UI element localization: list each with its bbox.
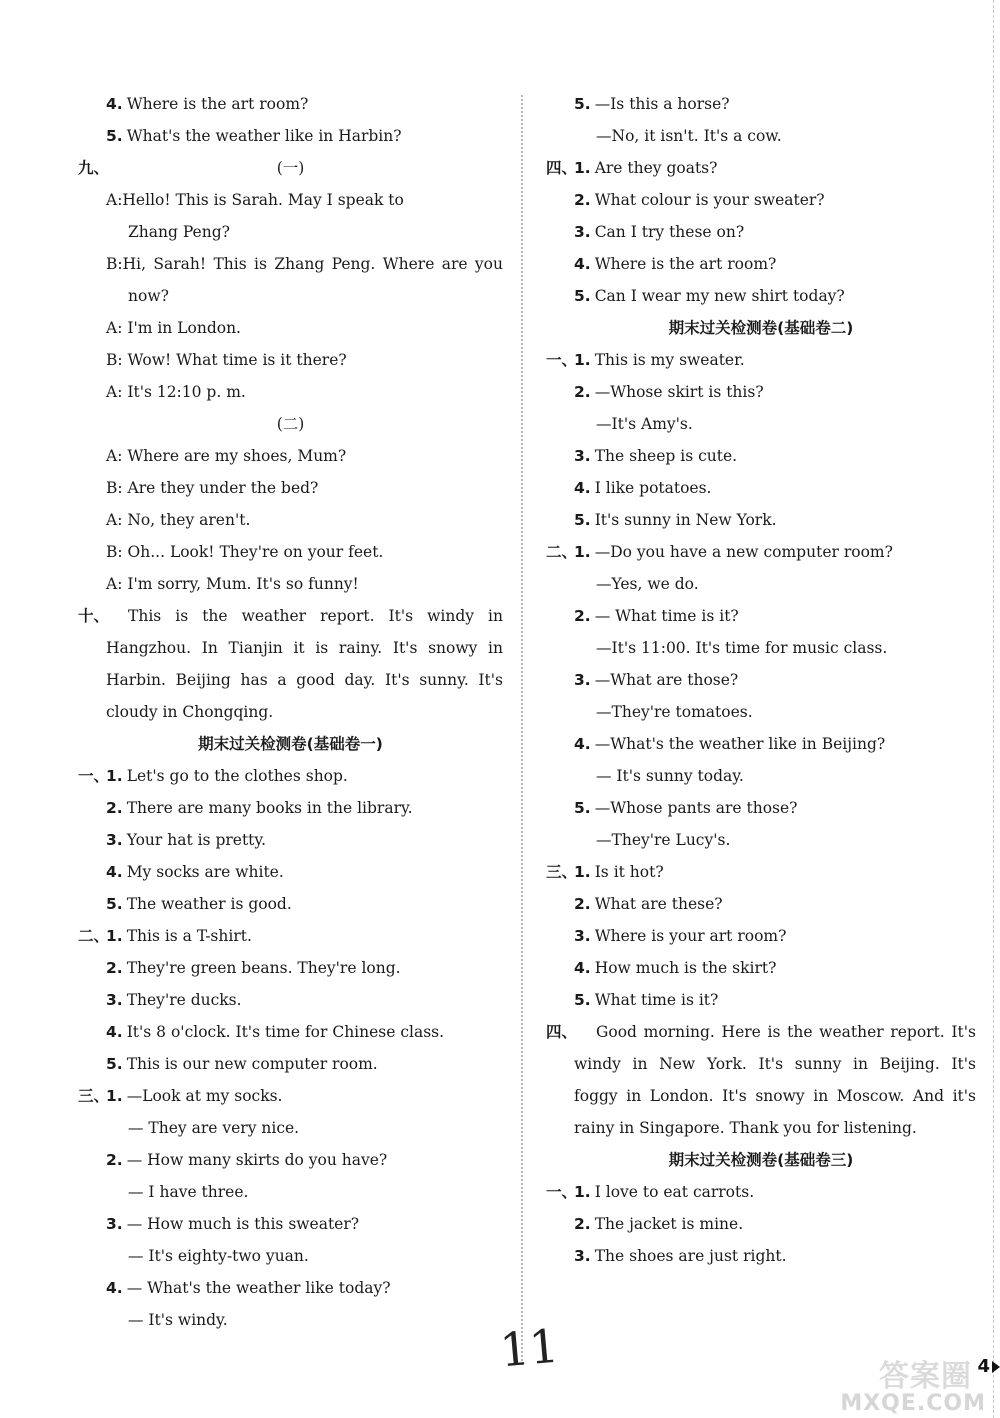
answer-text: Is it hot? [594,863,664,881]
item-number: 5. [574,511,591,529]
answer-line [78,344,503,376]
answer-text: rainy in Singapore. Thank you for listening. [574,1119,917,1137]
answer-line [78,792,503,824]
answer-text: There are many books in the library. [126,799,413,817]
item-number: 4. [106,1279,123,1297]
item-number: 5. [106,1055,123,1073]
answer-line [546,1176,976,1208]
answer-text: windy in New York. It's sunny in Beijing. It's [574,1055,976,1073]
item-number: 2. [106,799,123,817]
answer-text: —Yes, we do. [596,575,699,593]
section-marker: 三、 [78,1087,110,1105]
section-title: 期末过关检测卷(基础卷一) [198,735,383,753]
section-marker: 二、 [546,543,578,561]
answer-line [546,1048,976,1080]
answer-text: The sheep is cute. [594,447,738,465]
answer-line [546,952,976,984]
answer-line [546,120,976,152]
answer-text: How much is the skirt? [594,959,777,977]
answer-line [546,664,976,696]
answer-text: — How many skirts do you have? [126,1151,388,1169]
answer-text: Let's go to the clothes shop. [126,767,348,785]
answer-line [78,376,503,408]
item-number: 1. [574,863,591,881]
section-marker: 四、 [546,1023,578,1041]
answer-line [78,984,503,1016]
answer-text: —No, it isn't. It's a cow. [596,127,782,145]
answer-text: A: Where are my shoes, Mum? [106,447,347,465]
watermark-url: MXQE.COM [840,1391,986,1416]
answer-text: The weather is good. [126,895,292,913]
answer-text: — It's sunny today. [596,767,744,785]
item-number: 1. [574,543,591,561]
answer-text: foggy in London. It's snowy in Moscow. And it's [574,1087,976,1105]
answer-line [546,216,976,248]
answer-text: A: I'm in London. [106,319,241,337]
answer-text: —They're tomatoes. [596,703,753,721]
answer-line [78,1208,503,1240]
answer-line [546,1240,976,1272]
answer-line [78,248,503,280]
column-divider [521,95,523,1365]
answer-line [78,632,503,664]
item-number: 5. [106,895,123,913]
item-number: 3. [106,831,123,849]
answer-line [546,248,976,280]
answer-text: They're ducks. [126,991,242,1009]
answer-line [546,472,976,504]
answer-line [546,88,976,120]
item-number: 1. [574,159,591,177]
answer-text: —Is this a horse? [594,95,730,113]
answer-text: —Whose pants are those? [594,799,798,817]
answer-text: What time is it? [594,991,719,1009]
left-column [78,88,503,1336]
item-number: 4. [574,255,591,273]
item-number: 2. [574,1215,591,1233]
item-number: 3. [574,223,591,241]
right-column [546,88,976,1272]
answer-line [78,728,503,760]
answer-line [78,1080,503,1112]
answer-line [546,184,976,216]
answer-text: — I have three. [128,1183,249,1201]
answer-line [78,856,503,888]
answer-line [78,440,503,472]
item-number: 3. [106,1215,123,1233]
answer-text: Zhang Peng? [128,223,230,241]
item-number: 2. [574,383,591,401]
answer-text: This is the weather report. It's windy in [128,607,503,625]
answer-line [78,504,503,536]
answer-text: cloudy in Chongqing. [106,703,274,721]
item-number: 2. [106,1151,123,1169]
answer-text: They're green beans. They're long. [126,959,401,977]
item-number: 4. [574,479,591,497]
page-corner-mark: 4 [977,1356,1000,1377]
section-title: 期末过关检测卷(基础卷三) [668,1151,854,1169]
answer-line [546,568,976,600]
answer-line [78,696,503,728]
answer-text: (一) [276,159,305,177]
answer-text: B: Are they under the bed? [106,479,319,497]
answer-text: Can I try these on? [594,223,745,241]
answer-text: It's 8 o'clock. It's time for Chinese class. [126,1023,445,1041]
answer-line [546,280,976,312]
answer-text: This is my sweater. [594,351,745,369]
answer-line [78,920,503,952]
item-number: 2. [574,895,591,913]
section-marker: 十、 [78,607,110,625]
answer-text: B:Hi, Sarah! This is Zhang Peng. Where are you [106,255,503,273]
item-number: 1. [574,351,591,369]
item-number: 3. [106,991,123,1009]
answer-text: Where is your art room? [594,927,787,945]
answer-text: This is our new computer room. [126,1055,378,1073]
item-number: 5. [574,799,591,817]
answer-line [546,600,976,632]
answer-line [546,344,976,376]
answer-text: — It's windy. [128,1311,228,1329]
item-number: 4. [574,735,591,753]
answer-line [78,216,503,248]
answer-text: —What's the weather like in Beijing? [594,735,886,753]
answer-line [78,408,503,440]
answer-line [78,1144,503,1176]
answer-line [546,856,976,888]
answer-line [78,472,503,504]
item-number: 1. [106,1087,123,1105]
answer-text: Can I wear my new shirt today? [594,287,845,305]
answer-line [78,1240,503,1272]
answer-text: —Look at my socks. [126,1087,283,1105]
answer-line [78,152,503,184]
answer-line [546,1016,976,1048]
answer-line [546,1080,976,1112]
answer-line [546,312,976,344]
item-number: 1. [106,927,123,945]
item-number: 4. [106,863,123,881]
answer-text: What colour is your sweater? [594,191,825,209]
answer-text: — What's the weather like today? [126,1279,391,1297]
binding-edge [993,0,994,1418]
answer-line [546,888,976,920]
section-marker: 三、 [546,863,578,881]
item-number: 5. [574,991,591,1009]
answer-line [546,536,976,568]
answer-line [546,376,976,408]
answer-line [546,824,976,856]
answer-text: Good morning. Here is the weather report. It's [596,1023,976,1041]
item-number: 5. [574,287,591,305]
answer-line [546,1144,976,1176]
answer-text: —It's Amy's. [596,415,693,433]
answer-text: Where is the art room? [594,255,777,273]
section-marker: 二、 [78,927,110,945]
answer-line [78,568,503,600]
answer-line [78,120,503,152]
answer-line [78,600,503,632]
answer-line [78,760,503,792]
item-number: 3. [574,447,591,465]
answer-text: The jacket is mine. [594,1215,744,1233]
item-number: 4. [106,1023,123,1041]
answer-line [78,1176,503,1208]
answer-line [78,184,503,216]
answer-line [78,888,503,920]
answer-text: — How much is this sweater? [126,1215,360,1233]
item-number: 1. [106,767,123,785]
answer-line [78,1304,503,1336]
answer-line [78,312,503,344]
answer-line [78,280,503,312]
section-title: 期末过关检测卷(基础卷二) [668,319,854,337]
answer-text: I like potatoes. [594,479,712,497]
item-number: 4. [574,959,591,977]
item-number: 3. [574,1247,591,1265]
answer-line [78,1272,503,1304]
answer-line [78,1016,503,1048]
item-number: 2. [574,607,591,625]
answer-line [78,88,503,120]
watermark-logo: 答案圈 [879,1359,972,1394]
answer-line [78,1112,503,1144]
answer-text: — It's eighty-two yuan. [128,1247,309,1265]
answer-line [546,792,976,824]
answer-line [546,920,976,952]
item-number: 2. [106,959,123,977]
answer-text: Harbin. Beijing has a good day. It's sunny. It's [106,671,503,689]
section-marker: 一、 [546,1183,578,1201]
answer-line [78,952,503,984]
answer-text: I love to eat carrots. [594,1183,755,1201]
item-number: 1. [574,1183,591,1201]
item-number: 2. [574,191,591,209]
answer-line [546,440,976,472]
answer-text: —They're Lucy's. [596,831,731,849]
answer-line [546,728,976,760]
answer-text: B: Wow! What time is it there? [106,351,347,369]
answer-text: Are they goats? [594,159,718,177]
section-marker: 四、 [546,159,578,177]
answer-text: A: No, they aren't. [106,511,251,529]
answer-text: — What time is it? [594,607,739,625]
answer-line [546,504,976,536]
answer-line [78,664,503,696]
answer-line [546,408,976,440]
answer-line [546,152,976,184]
answer-text: The shoes are just right. [594,1247,787,1265]
answer-text: This is a T-shirt. [126,927,252,945]
answer-line [78,824,503,856]
answer-text: (二) [276,415,305,433]
section-marker: 九、 [78,159,110,177]
answer-line [546,696,976,728]
answer-text: Where is the art room? [126,95,309,113]
answer-line [78,536,503,568]
answer-text: A: I'm sorry, Mum. It's so funny! [106,575,359,593]
answer-line [546,760,976,792]
answer-text: What's the weather like in Harbin? [126,127,402,145]
answer-text: now? [128,287,169,305]
answer-line [546,1208,976,1240]
answer-line [78,1048,503,1080]
item-number: 3. [574,671,591,689]
answer-text: B: Oh... Look! They're on your feet. [106,543,384,561]
item-number: 4. [106,95,123,113]
answer-line [546,632,976,664]
handwritten-page-number: 11 [497,1318,561,1378]
answer-text: —What are those? [594,671,739,689]
item-number: 5. [106,127,123,145]
section-marker: 一、 [546,351,578,369]
answer-text: —Do you have a new computer room? [594,543,893,561]
item-number: 3. [574,927,591,945]
answer-text: What are these? [594,895,723,913]
answer-text: It's sunny in New York. [594,511,777,529]
answer-text: A:Hello! This is Sarah. May I speak to [106,191,404,209]
answer-line [546,1112,976,1144]
answer-text: A: It's 12:10 p. m. [106,383,246,401]
answer-text: Your hat is pretty. [126,831,267,849]
answer-text: —It's 11:00. It's time for music class. [596,639,888,657]
answer-text: — They are very nice. [128,1119,300,1137]
answer-text: Hangzhou. In Tianjin it is rainy. It's snowy in [106,639,503,657]
answer-line [546,984,976,1016]
item-number: 5. [574,95,591,113]
answer-text: My socks are white. [126,863,284,881]
answer-text: —Whose skirt is this? [594,383,764,401]
section-marker: 一、 [78,767,110,785]
